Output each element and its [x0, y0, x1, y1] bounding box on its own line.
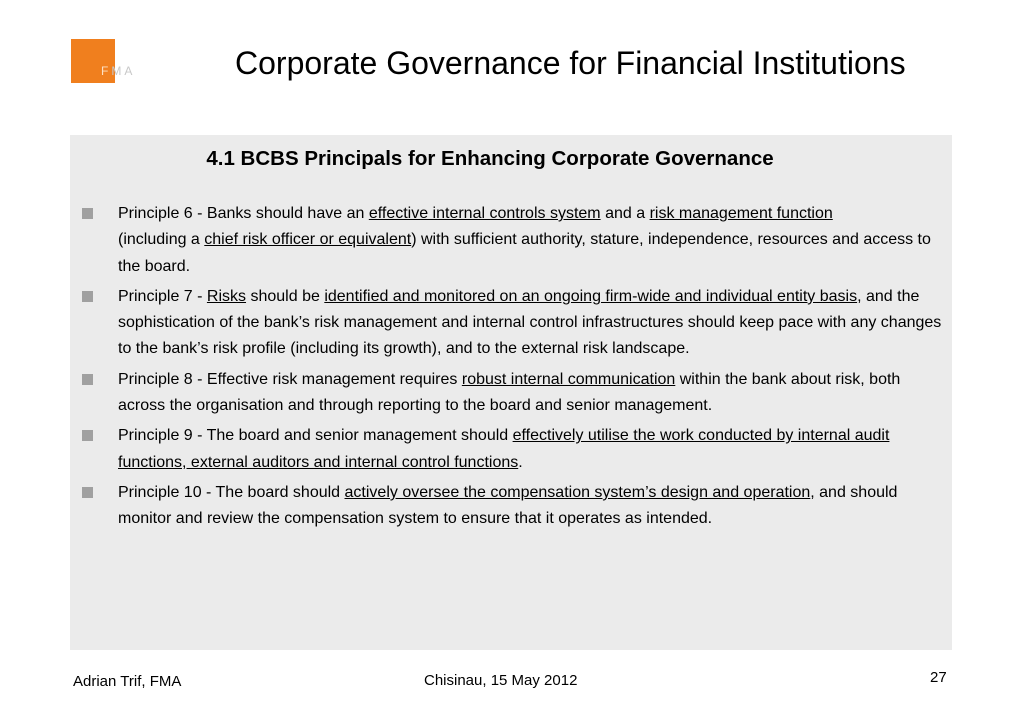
bullet-square-icon [82, 374, 93, 385]
link-text: risk management function [649, 205, 833, 222]
link-text: effectively utilise the work conducted by internal audit functions, external auditors and internal control functions [118, 427, 890, 471]
bullet-square-icon [82, 291, 93, 302]
content-panel [70, 135, 952, 650]
section-subtitle: 4.1 BCBS Principals for Enhancing Corporate Governance [206, 147, 774, 170]
logo-text: FMA [101, 64, 136, 78]
principle-9: Principle 9 - The board and senior management should effectively utilise the work conducted by internal audit functions, external auditors and internal control functions. [70, 423, 952, 476]
principles-list [70, 201, 952, 537]
bullet-square-icon [82, 208, 93, 219]
footer-author: Adrian Trif, FMA [73, 673, 182, 690]
page-number: 27 [930, 669, 947, 686]
link-text: identified and monitored on an ongoing firm-wide and individual entity basis [324, 287, 858, 305]
slide-title: Corporate Governance for Financial Institutions [235, 45, 906, 81]
link-text: robust internal communication [461, 370, 676, 388]
link-text: Risks [206, 287, 247, 305]
principle-7: Principle 7 - Risks should be identified and monitored on an ongoing firm-wide and individual entity basis, and the sophistication of the bank’s risk management and internal control infrastructures should keep pace with any changes to the bank’s risk profile (including its growth), and to the external risk landscape. [70, 284, 952, 363]
fma-logo [71, 39, 151, 83]
link-text: effective internal controls system [368, 205, 601, 222]
link-text: chief risk officer or equivalent [204, 231, 412, 249]
footer-place-date: Chisinau, 15 May 2012 [424, 672, 578, 689]
principle-8: Principle 8 - Effective risk management requires robust internal communication within the bank about risk, both across the organisation and through reporting to the board and senior management. [70, 367, 952, 420]
bullet-square-icon [82, 487, 93, 498]
bullet-square-icon [82, 430, 93, 441]
principle-6: Principle 6 - Banks should have an effective internal controls system and a risk management function (including a chief risk officer or equivalent) with sufficient authority, stature, independence, resources and access to the board. [70, 201, 952, 280]
link-text: actively oversee the compensation system’s design and operation [344, 483, 811, 501]
principle-10: Principle 10 - The board should actively oversee the compensation system’s design and operation, and should monitor and review the compensation system to ensure that it operates as intended. [70, 480, 952, 533]
